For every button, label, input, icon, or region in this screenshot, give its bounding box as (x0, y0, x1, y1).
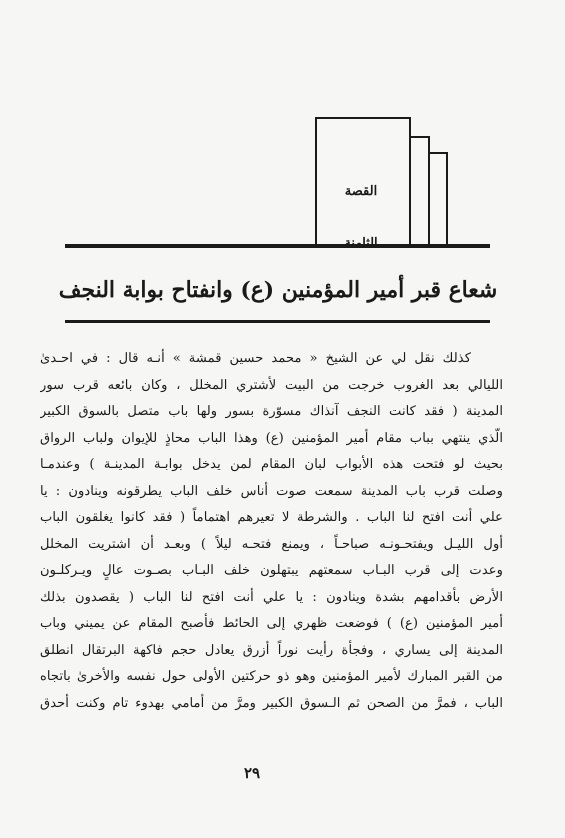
text-line: وعدت إلى قرب البـاب سمعتهم يبتهلون خلف البـاب بصـوت عالٍ ويـركلـون (40, 563, 503, 578)
text-line: الباب ، فمرَّ من الصحن ثم الـسوق الكبير ومرَّ من أمامي بهدوء تام وكنت أحدق (40, 695, 503, 711)
text-line: علي أنت افتح لنا الباب . والشرطة لا تعيرهم اهتماماً ( فقد كانوا يغلقون الباب (40, 510, 503, 525)
text-line: بحيث لو فتحت هذه الأبواب لبان المقام لمن يدخل بوابـة المدينـة ) وعندمـا (40, 457, 503, 472)
heading-bottom-rule (65, 320, 490, 323)
heading-top-rule (65, 244, 490, 248)
text-line: أمير المؤمنين (ع) ) فوضعت ظهري إلى الحائط فأصبح المقام عن يميني وباب (40, 616, 503, 631)
header-card-front (315, 117, 411, 247)
text-line: كذلك نقل لي عن الشيخ « محمد حسين قمشة » أنـه قال : في احـدىٰ (40, 351, 471, 366)
text-line: أول الليـل ويفتحـونـه صباحـاً ، ويمنع فتحـه ليلاً ) وبعـد أن اشتريت المخلل (40, 536, 503, 552)
body-text (40, 346, 503, 717)
text-line: الأرض بأقدامهم بشدة وينادون : يا علي أنت افتح لنا الباب ( يقصدون بذلك (40, 589, 503, 605)
chapter-title: شعاع قبر أمير المؤمنين (ع) وانفتاح بوابة النجف (58, 277, 498, 303)
text-line: الّذي ينتهي بباب مقام أمير المؤمنين (ع) وهذا الباب محاذٍ للإيوان ولباب الرواق (40, 430, 503, 446)
text-line: وصلت قرب باب المدينة سمعت صوت أناس خلف الباب يطرقونه وينادون : يا (40, 483, 503, 499)
story-label: القصة (344, 184, 378, 199)
page-number: ٢٩ (243, 764, 261, 782)
text-line: المدينة ( فقد كانت النجف آنذاك مسوّرة بسور ولها باب متصل بالسوق الكبير (40, 404, 503, 419)
text-line: الليالي بعد الغروب خرجت من البيت لأشتري المخلل ، وكان بائعه قرب سور (40, 377, 503, 393)
text-line: المدينة إلى يساري ، وفجأة رأيت نوراً أزرق يعادل حجم فاكهة البرتقال انطلق (40, 642, 503, 658)
text-line: من القبر المبارك لأمير المؤمنين وهو ذو حركتين الأولى حول نفسه والأخرىٰ باتجاه (40, 669, 503, 684)
